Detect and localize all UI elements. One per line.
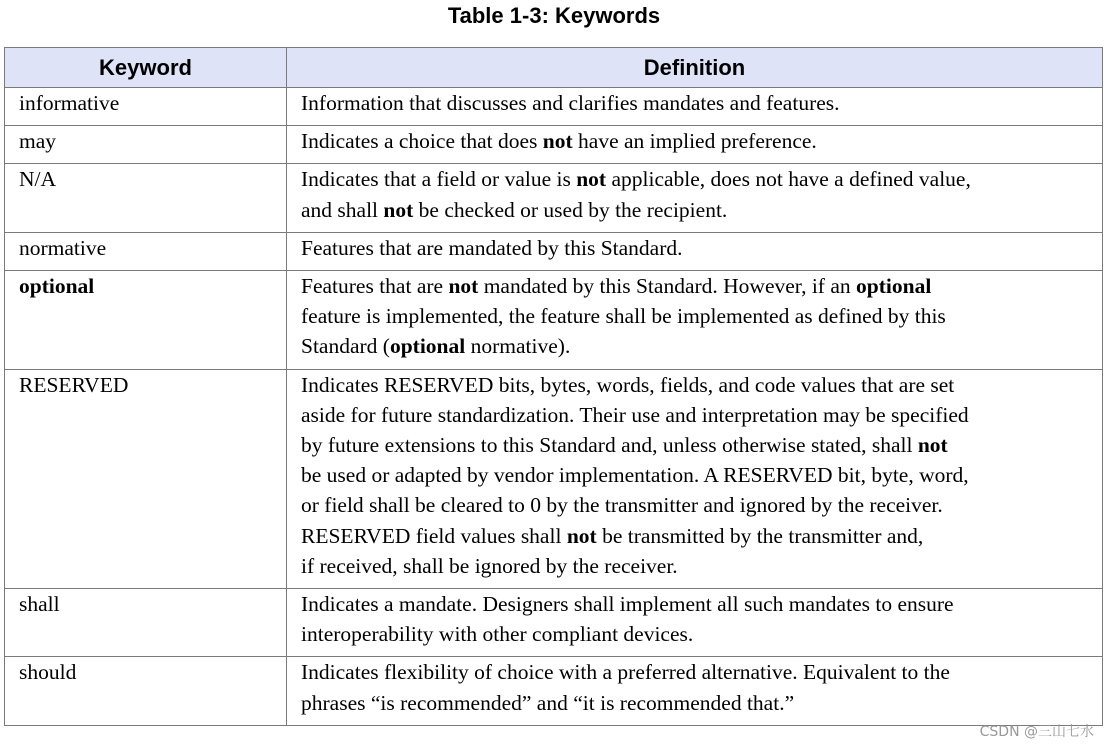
table-row <box>5 657 1103 725</box>
keyword-text: normative <box>19 235 107 260</box>
definition-text: feature is implemented, the feature shall be implemented as defined by this <box>301 304 946 329</box>
definition-text: Information that discusses and clarifies mandates and features. <box>301 91 840 115</box>
definition-emphasis: not <box>542 129 573 154</box>
definition-cell <box>287 589 1103 657</box>
keyword-text: informative <box>19 91 120 115</box>
definition-text: Indicates flexibility of choice with a preferred alternative. Equivalent to the <box>301 660 950 685</box>
keyword-cell <box>5 88 287 126</box>
definition-emphasis: not <box>576 167 607 192</box>
table-row <box>5 164 1103 232</box>
definition-text: Indicates a choice that does <box>301 129 543 154</box>
definition-cell <box>287 271 1103 370</box>
definition-text: phrases “is recommended” and “it is recommended that.” <box>301 690 795 715</box>
definition-text: Features that are <box>301 274 449 299</box>
definition-text: aside for future standardization. Their use and interpretation may be specified <box>301 402 969 427</box>
definition-text: applicable, does not have a defined value, <box>606 167 971 192</box>
definition-text: Indicates a mandate. Designers shall implement all such mandates to ensure <box>301 592 954 617</box>
definition-text: Indicates RESERVED bits, bytes, words, fields, and code values that are set <box>301 372 955 397</box>
definition-text: have an implied preference. <box>572 129 817 154</box>
definition-emphasis: not <box>448 274 479 299</box>
definition-cell <box>287 88 1103 126</box>
table-row <box>5 369 1103 588</box>
definition-cell <box>287 232 1103 270</box>
definition-text: Standard ( <box>301 334 390 359</box>
header-keyword: Keyword <box>5 48 287 88</box>
definition-cell <box>287 369 1103 588</box>
keyword-text: RESERVED <box>19 372 129 397</box>
table-row <box>5 271 1103 370</box>
table-caption: Table 1-3: Keywords <box>447 3 661 28</box>
keyword-text: N/A <box>19 167 57 192</box>
definition-text: and shall <box>301 197 384 222</box>
keyword-cell <box>5 589 287 657</box>
definition-text: be checked or used by the recipient. <box>413 197 728 222</box>
keyword-cell <box>5 232 287 270</box>
keyword-cell <box>5 369 287 588</box>
definition-text: if received, shall be ignored by the receiver. <box>301 553 678 578</box>
definition-text: RESERVED field values shall <box>301 523 567 548</box>
keyword-cell <box>5 164 287 232</box>
definition-text: by future extensions to this Standard and, unless otherwise stated, shall <box>301 433 918 458</box>
definition-text: Features that are mandated by this Standard. <box>301 235 683 260</box>
definition-text: be used or adapted by vendor implementation. A RESERVED bit, byte, word, <box>301 463 969 488</box>
keyword-text: optional <box>19 274 95 299</box>
table-header-row <box>5 48 1103 88</box>
keyword-text: should <box>19 660 77 685</box>
keyword-text: may <box>19 129 57 154</box>
table-row <box>5 232 1103 270</box>
definition-text: mandated by this Standard. However, if an <box>478 274 857 299</box>
definition-cell <box>287 126 1103 164</box>
keyword-text: shall <box>19 592 60 617</box>
table-body <box>5 88 1103 726</box>
definition-text: normative). <box>465 334 571 359</box>
definition-text: or field shall be cleared to 0 by the transmitter and ignored by the receiver. <box>301 493 943 518</box>
definition-emphasis: optional <box>856 274 932 299</box>
definition-emphasis: not <box>566 523 597 548</box>
definition-cell <box>287 164 1103 232</box>
keyword-cell <box>5 126 287 164</box>
definition-text: interoperability with other compliant devices. <box>301 622 694 647</box>
keyword-cell <box>5 271 287 370</box>
definition-emphasis: not <box>383 197 414 222</box>
table-row <box>5 589 1103 657</box>
definition-cell <box>287 657 1103 725</box>
header-definition: Definition <box>287 48 1103 88</box>
table-row <box>5 126 1103 164</box>
definition-text: be transmitted by the transmitter and, <box>596 523 924 548</box>
keyword-cell <box>5 657 287 725</box>
keywords-table <box>4 47 1103 726</box>
definition-emphasis: optional <box>389 334 466 359</box>
watermark: CSDN @三山七水 <box>979 724 1094 740</box>
table-row <box>5 88 1103 126</box>
definition-emphasis: not <box>917 433 948 458</box>
definition-text: Indicates that a field or value is <box>301 167 577 192</box>
